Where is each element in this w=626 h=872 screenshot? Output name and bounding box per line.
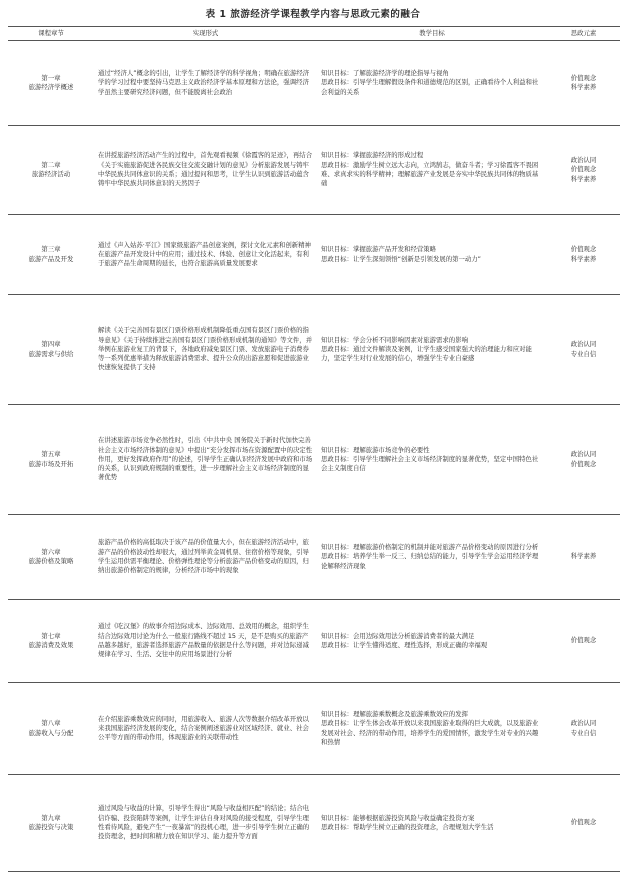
table-row — [8, 515, 620, 600]
goal-cell — [317, 126, 547, 215]
chapter-cell — [8, 295, 94, 405]
table-row — [8, 775, 620, 872]
knowledge-goal: 知识目标：学会分析不同影响因素对旅游需求的影响 — [321, 335, 468, 344]
table-row — [8, 126, 620, 215]
chapter-number: 第九章 — [41, 813, 61, 822]
knowledge-goal: 知识目标：了解旅游经济学的理论指导与视角 — [321, 69, 449, 78]
chapter-cell — [8, 405, 94, 515]
value-cell — [547, 515, 620, 600]
knowledge-goal: 知识目标：理解旅游乘数概念及旅游乘数效应的发挥 — [321, 709, 468, 718]
table-row — [8, 41, 620, 126]
value-item: 政治认同 — [570, 156, 597, 165]
value-item: 价值观念 — [570, 73, 597, 82]
chapter-number: 第七章 — [41, 631, 61, 640]
chapter-cell — [8, 515, 94, 600]
value-item: 价值观念 — [570, 459, 597, 468]
ideology-goal: 思政目标：引导学生理解社会主义市场经济制度的显著优势，坚定中国特色社会主义制度自信 — [321, 454, 539, 473]
chapter-name: 旅游消费及效果 — [28, 641, 74, 649]
value-cell — [547, 126, 620, 215]
chapter-number: 第二章 — [41, 160, 61, 169]
chapter-name: 旅游投资与决策 — [28, 823, 74, 831]
chapter-name: 旅游收入与分配 — [28, 728, 74, 737]
value-item: 科学素养 — [570, 552, 597, 561]
goal-cell — [317, 775, 547, 872]
value-item: 科学素养 — [570, 254, 597, 263]
header-values: 思政元素 — [547, 27, 620, 41]
chapter-cell — [8, 600, 94, 683]
chapter-name: 旅游经济学概述 — [28, 83, 74, 91]
chapter-cell — [8, 215, 94, 295]
value-cell — [547, 775, 620, 872]
table-row — [8, 600, 620, 683]
knowledge-goal: 知识目标：能够根据旅游投资风险与收益确定投资方案 — [321, 813, 475, 822]
value-item: 专业自信 — [570, 728, 597, 737]
ideology-goal: 思政目标：激励学生树立远大志向，立鸿鹄志，做奋斗者；学习徐霞客不畏困难、求真求实的科学精神；理解旅游产业发展是夯实中华民族共同体的物质基础 — [321, 160, 539, 188]
chapter-name: 旅游价格及策略 — [28, 557, 74, 565]
goal-cell — [317, 683, 547, 775]
value-cell — [547, 215, 620, 295]
chapter-name: 旅游产品及开发 — [28, 254, 74, 263]
value-item: 政治认同 — [570, 450, 597, 459]
form-cell: 通过《吃汉堡》的故事介绍边际成本、边际效用、总效用的概念，组织学生结合边际效用讨论为什么一般旅行路线不超过 15 天，是不是购买的旅游产品越多越好，旅游者选择旅游产品数量的依据是什么等问题，并对边际递减规律在学习、生活、交往中的应用场景进行分析 — [94, 600, 317, 683]
chapter-name: 旅游市场及开拓 — [28, 459, 74, 468]
chapter-number: 第五章 — [41, 450, 61, 459]
table-row — [8, 683, 620, 775]
goal-cell — [317, 405, 547, 515]
value-item: 价值观念 — [570, 818, 597, 827]
ideology-goal: 思政目标：让学生深刻领悟“创新是引领发展的第一动力” — [321, 254, 481, 263]
value-cell — [547, 405, 620, 515]
ideology-goal: 思政目标：培养学生举一反三、归纳总结的能力，引导学生学会运用经济学理论解释经济现象 — [321, 552, 539, 570]
value-item: 价值观念 — [570, 165, 597, 174]
form-cell: 通过风险与收益的计算，引导学生得出“风险与收益相匹配”的结论；结合电信诈骗、投资陷阱等案例，让学生评估自身对风险的接受程度，引导学生理性看待风险，避免产生“一夜暴富”的投机心理，进一步引导学生树立正确的投资理念，把时间和精力放在知识学习、能力提升等方面 — [94, 775, 317, 872]
form-cell: 解读《关于完善国有景区门票价格形成机制降低重点国有景区门票价格的指导意见》《关于持续推进完善国有景区门票价格形成机制的通知》等文件，并举例在旅游业复工的背景下，各地政府减免景区门票、发放旅游电子消费券等一系列优惠举措为释放旅游消费需求、提升公众的出游意愿和促进旅游业快速恢复提供了支持 — [94, 295, 317, 405]
ideology-goal: 思政目标：让学生体会改革开放以来我国旅游业取得的巨大成就，以及旅游业发展对社会、经济的带动作用，培养学生的爱国情怀，激发学生对专业的兴趣和热情 — [321, 719, 539, 746]
form-cell: 在讲授旅游经济活动产生的过程中，首先观看视频《徐霞客的足迹》，再结合《关于实施旅游促进各民族交往交流交融计划的意见》分析旅游发展与铸牢中华民族共同体意识的关系；通过提问和思考，让学生认识到旅游活动蕴含铸牢中华民族共同体意识的天然因子 — [94, 126, 317, 215]
chapter-cell — [8, 683, 94, 775]
ideology-goal: 思政目标：通过文件解读及案例，让学生感受国家强大的治理能力和应对能力，坚定学生对行业发展的信心，增强学生专业自豪感 — [321, 344, 532, 363]
ideology-goal: 思政目标：帮助学生树立正确的投资理念，合理规划大学生活 — [321, 823, 494, 831]
header-goal: 教学目标 — [317, 27, 547, 41]
knowledge-goal: 知识目标：理解旅游价格制定的机制并能对旅游产品价格变动的原因进行分析 — [321, 543, 539, 552]
chapter-number: 第八章 — [41, 719, 61, 728]
value-cell — [547, 600, 620, 683]
chapter-name: 旅游经济活动 — [31, 170, 71, 178]
table-row — [8, 215, 620, 295]
chapter-number: 第一章 — [41, 73, 61, 82]
knowledge-goal: 知识目标：掌握旅游产品开发和经营策略 — [321, 245, 437, 254]
value-item: 政治认同 — [570, 340, 597, 349]
goal-cell — [317, 295, 547, 405]
form-cell: 通过“经济人”概念的引出，让学生了解经济学的科学视角；明确在旅游经济学的学习过程中要坚持马克思主义政治经济学基本原理和方法论，强调经济学虽然主要研究经济问题，但不能脱离社会政治 — [94, 41, 317, 126]
header-row — [8, 27, 620, 41]
knowledge-goal: 知识目标：会用边际效用法分析旅游消费者的最大满足 — [321, 631, 475, 640]
value-item: 价值观念 — [570, 636, 597, 645]
knowledge-goal: 知识目标：理解旅游市场竞争的必要性 — [321, 445, 430, 454]
chapter-cell — [8, 41, 94, 126]
value-item: 政治认同 — [570, 719, 597, 728]
chapter-cell — [8, 775, 94, 872]
form-cell: 在讲述旅游市场竞争必然性时，引出《中共中央 国务院关于新时代加快完善社会主义市场经济体制的意见》中提出“充分发挥市场在资源配置中的决定性作用，更好发挥政府作用”的论述，引导学生正确认识经济发展中政府和市场的关系，认识到政府规制的重要性，进一步理解社会主义市场经济制度的显著优势 — [94, 405, 317, 515]
value-item: 专业自信 — [570, 349, 597, 358]
table-title: 表 1 旅游经济学课程教学内容与思政元素的融合 — [205, 9, 421, 20]
value-item: 科学素养 — [570, 83, 597, 91]
form-cell: 旅游产品价格的高低取决于该产品的价值量大小，但在旅游经济活动中，旅游产品的价格波动性却很大，通过列举黄金周机票、住宿价格等现象，引导学生运用供需平衡理论、价格弹性理论等分析旅游产品价格变动的原因，归纳出旅游价格制定的规律，分析经济市场中的现象 — [94, 515, 317, 600]
goal-cell — [317, 215, 547, 295]
ideology-goal: 思政目标：让学生懂得适度、理性选择，形成正确的幸福观 — [321, 641, 488, 649]
value-item: 科学素养 — [570, 174, 597, 183]
header-form: 实现形式 — [94, 27, 317, 41]
table-row — [8, 405, 620, 515]
chapter-cell — [8, 126, 94, 215]
ideology-goal: 思政目标：引导学生理解假设条件和道德规范的区别，正确看待个人利益和社会利益的关系 — [321, 78, 539, 96]
goal-cell — [317, 515, 547, 600]
form-cell: 在介绍旅游乘数效应的同时，用旅游收入、旅游人次等数据介绍改革开放以来我国旅游经济发展的变化，结合案例阐述旅游业对区域经济、就业、社会公平等方面的带动作用，体现旅游业的关联带动性 — [94, 683, 317, 775]
value-cell — [547, 683, 620, 775]
chapter-number: 第三章 — [41, 245, 61, 254]
value-item: 价值观念 — [570, 245, 597, 254]
table-row — [8, 295, 620, 405]
value-cell — [547, 295, 620, 405]
form-cell: 通过《声入姑苏·平江》国家级旅游产品创意案例，探讨文化元素和创新精神在旅游产品开发设计中的应用；通过技术、体验、创意让文化活起来，有利于旅游产品生命周期的延长，也符合旅游高质量发展要求 — [94, 215, 317, 295]
header-chapter: 课程章节 — [8, 27, 94, 41]
chapter-number: 第四章 — [41, 340, 61, 349]
goal-cell — [317, 600, 547, 683]
curriculum-table — [8, 26, 620, 872]
goal-cell — [317, 41, 547, 126]
value-cell — [547, 41, 620, 126]
chapter-number: 第六章 — [41, 547, 61, 556]
chapter-name: 旅游需求与供给 — [28, 349, 74, 358]
knowledge-goal: 知识目标：掌握旅游经济的形成过程 — [321, 151, 424, 160]
